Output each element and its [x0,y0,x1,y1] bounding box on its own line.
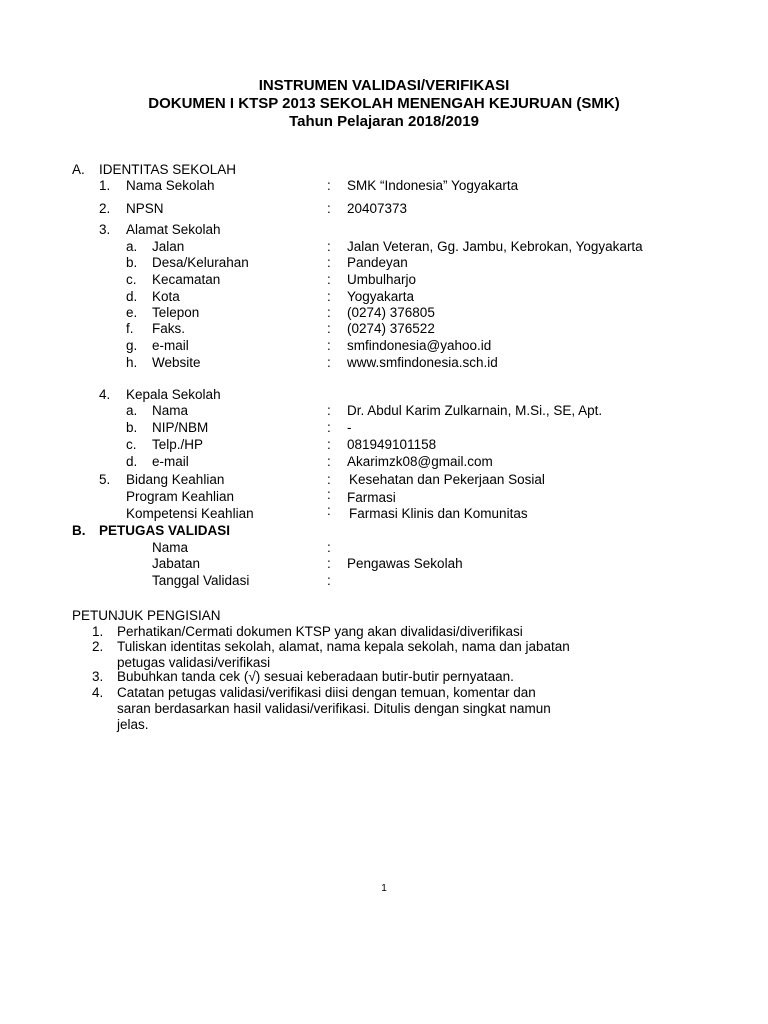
section-b-letter: B. [72,523,86,538]
sub-item-letter: c. [126,437,137,452]
field-label: Jabatan [152,556,201,571]
field-colon: : [327,472,331,487]
sub-item-letter: f. [126,321,134,336]
field-value: Yogyakarta [347,289,415,304]
sub-item-letter: b. [126,255,138,270]
field-label: Tanggal Validasi [152,573,250,588]
sub-item-letter: b. [126,420,138,435]
field-value: www.smfindonesia.sch.id [347,355,498,370]
instruction-text: saran berdasarkan hasil validasi/verifikasi. Ditulis dengan singkat namun [117,701,551,716]
instruction-number: 3. [92,669,104,684]
field-colon: : [327,201,331,216]
field-value: 081949101158 [347,437,437,452]
field-label: Website [152,355,201,370]
field-label: Bidang Keahlian [126,472,225,487]
item-number: 1. [99,178,111,193]
instruction-number: 1. [92,624,104,639]
field-value: Pandeyan [347,255,408,270]
sub-item-letter: c. [126,272,137,287]
field-label: NIP/NBM [152,420,209,435]
instruction-number: 4. [92,685,104,700]
instruction-number: 2. [92,639,104,654]
instruction-text: Tuliskan identitas sekolah, alamat, nama kepala sekolah, nama dan jabatan [117,639,570,654]
field-colon: : [327,437,331,452]
item-number: 2. [99,201,111,216]
field-colon: : [327,239,331,254]
field-value: Jalan Veteran, Gg. Jambu, Kebrokan, Yogyakarta [347,239,643,254]
field-colon: : [327,272,331,287]
item-number: 5. [99,472,111,487]
field-label: Faks. [152,321,186,336]
field-value: - [347,420,352,435]
sub-item-letter: a. [126,239,138,254]
sub-item-letter: g. [126,338,138,353]
sub-item-letter: d. [126,289,138,304]
field-colon: : [327,321,331,336]
field-label: Desa/Kelurahan [152,255,249,270]
instruction-text: Perhatikan/Cermati dokumen KTSP yang akan divalidasi/diverifikasi [117,624,523,639]
field-colon: : [327,305,331,320]
field-label: Telepon [152,305,200,320]
group-label: Kepala Sekolah [126,387,221,402]
page-number: 1 [381,883,387,894]
instructions-title: PETUNJUK PENGISIAN [72,608,221,623]
field-label: e-mail [152,338,189,353]
section-a-letter: A. [72,162,85,177]
group-label: Alamat Sekolah [126,222,221,237]
field-label: Jalan [152,239,185,254]
field-label: NPSN [126,201,164,216]
field-value: Pengawas Sekolah [347,556,463,571]
field-value: Farmasi [347,490,396,505]
field-colon: : [327,255,331,270]
sub-item-letter: d. [126,454,138,469]
field-colon: : [327,403,331,418]
field-label: Program Keahlian [126,489,235,504]
item-number: 3. [99,222,111,237]
field-colon: : [327,556,331,571]
field-colon: : [327,355,331,370]
field-colon: : [327,289,331,304]
sub-item-letter: a. [126,403,138,418]
field-label: Telp./HP [152,437,204,452]
field-colon: : [327,454,331,469]
field-value: (0274) 376805 [347,305,435,320]
field-colon: : [327,420,331,435]
document-title-line-3: Tahun Pelajaran 2018/2019 [289,113,479,130]
field-label: Kota [152,289,180,304]
field-value: 20407373 [347,201,408,216]
field-value: smfindonesia@yahoo.id [347,338,492,353]
section-b-title: PETUGAS VALIDASI [99,523,231,538]
document-title-line-1: INSTRUMEN VALIDASI/VERIFIKASI [258,77,510,94]
field-colon: : [327,503,331,518]
field-label: Kompetensi Keahlian [126,506,254,521]
field-colon: : [327,178,331,193]
field-colon: : [327,338,331,353]
field-value: Umbulharjo [347,272,417,287]
instruction-text: jelas. [117,717,149,732]
field-label: e-mail [152,454,189,469]
field-label: Nama [152,540,189,555]
field-value: (0274) 376522 [347,321,435,336]
field-label: Nama Sekolah [126,178,215,193]
section-a-title: IDENTITAS SEKOLAH [99,162,237,177]
instruction-text: petugas validasi/verifikasi [117,655,271,670]
field-colon: : [327,573,331,588]
sub-item-letter: h. [126,355,138,370]
field-value: Dr. Abdul Karim Zulkarnain, M.Si., SE, Apt. [347,403,603,418]
item-number: 4. [99,387,111,402]
sub-item-letter: e. [126,305,138,320]
field-value: Akarimzk08@gmail.com [347,454,493,469]
field-value: Kesehatan dan Pekerjaan Sosial [349,472,545,487]
field-label: Nama [152,403,189,418]
instruction-text: Catatan petugas validasi/verifikasi diisi dengan temuan, komentar dan [117,685,536,700]
field-colon: : [327,487,331,502]
field-colon: : [327,540,331,555]
field-label: Kecamatan [152,272,221,287]
instruction-text: Bubuhkan tanda cek (√) sesuai keberadaan butir-butir pernyataan. [117,669,514,684]
field-value: SMK “Indonesia” Yogyakarta [347,178,519,193]
field-value: Farmasi Klinis dan Komunitas [349,506,528,521]
document-title-line-2: DOKUMEN I KTSP 2013 SEKOLAH MENENGAH KEJURUAN (SMK) [148,95,620,112]
